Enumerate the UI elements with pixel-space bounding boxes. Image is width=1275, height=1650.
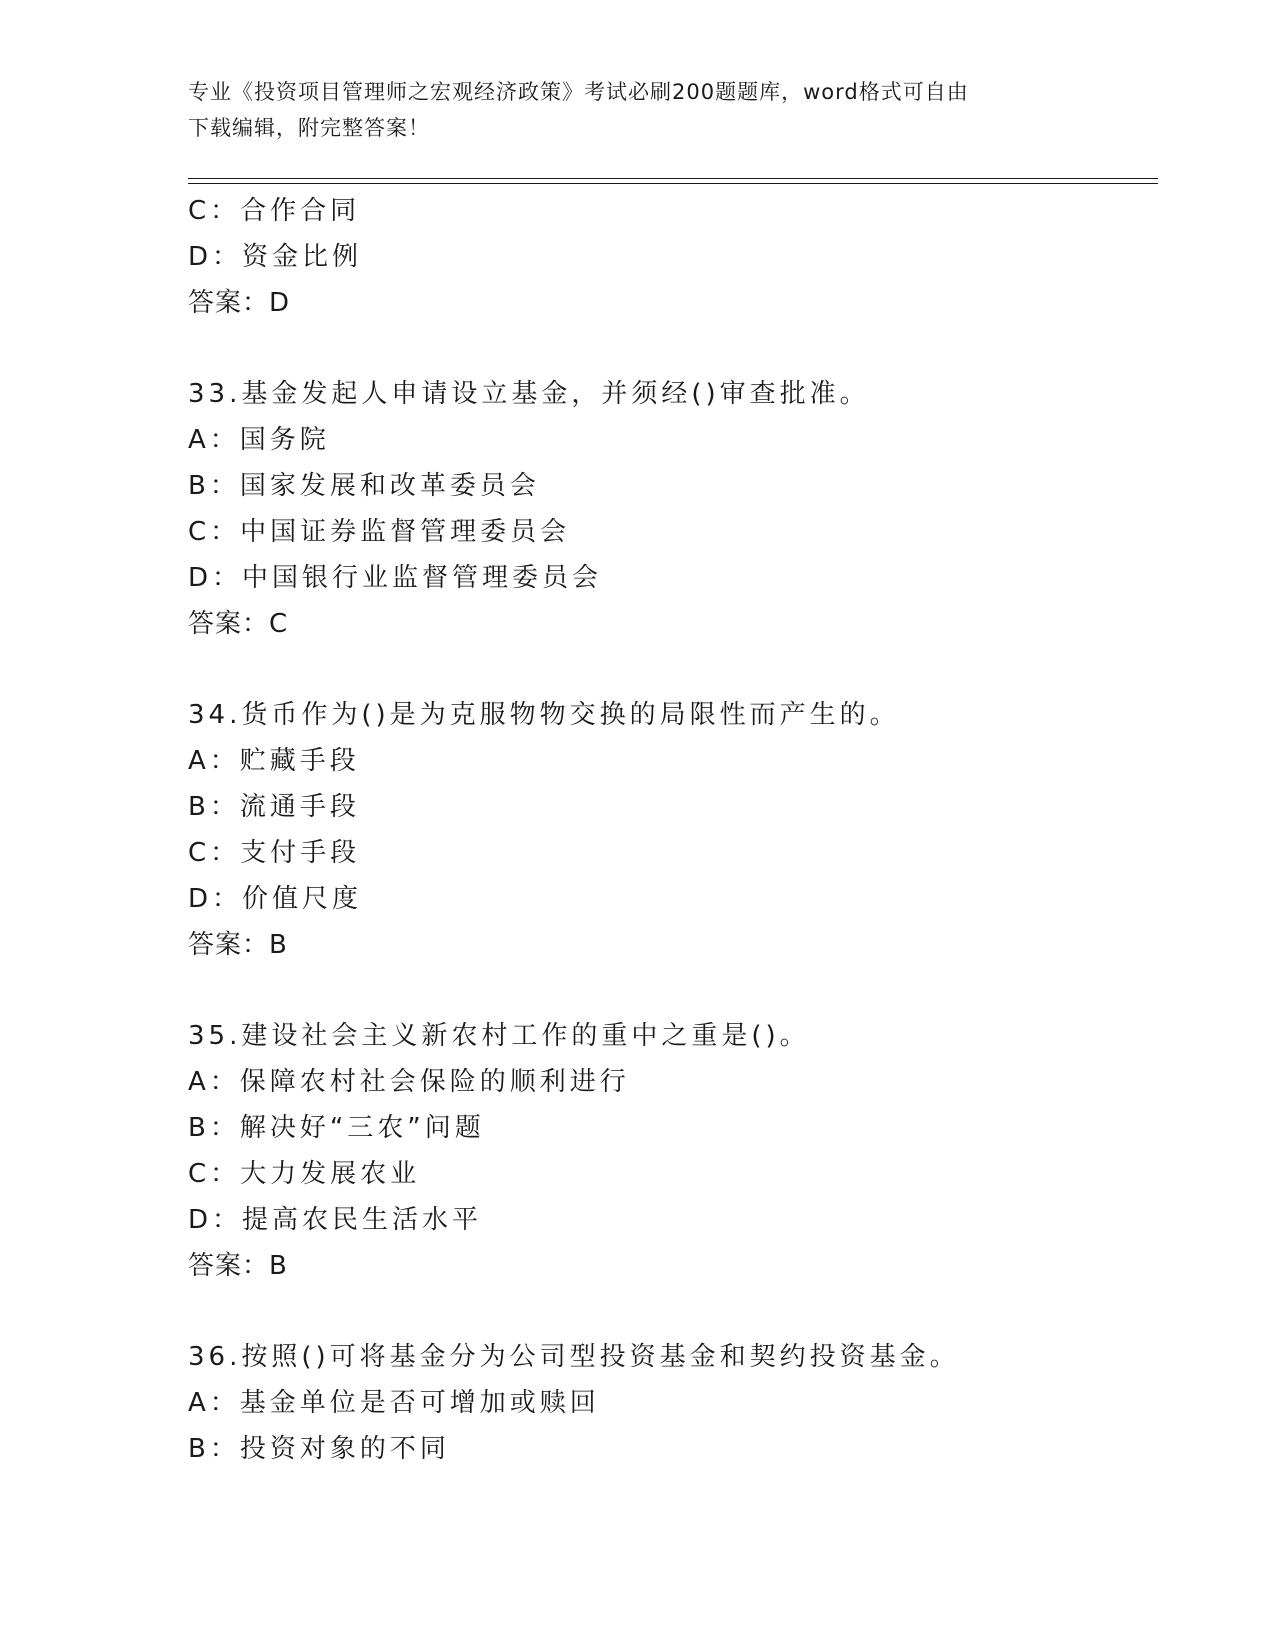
option-a: A：基金单位是否可增加或赎回 bbox=[188, 1388, 600, 1418]
answer-line: 答案：C bbox=[188, 609, 289, 639]
option-a: A：国务院 bbox=[188, 425, 330, 455]
option-d: D：提高农民生活水平 bbox=[188, 1205, 483, 1235]
option-d: D：中国银行业监督管理委员会 bbox=[188, 563, 603, 593]
header-divider-bottom bbox=[188, 183, 1158, 184]
header-line-2: 下载编辑，附完整答案！ bbox=[188, 116, 430, 140]
header-divider-top bbox=[188, 178, 1158, 179]
option-c: C：合作合同 bbox=[188, 196, 361, 226]
answer-line: 答案：B bbox=[188, 930, 288, 960]
option-b: B：投资对象的不同 bbox=[188, 1434, 450, 1464]
question-list bbox=[188, 188, 1188, 1472]
answer-line: 答案：D bbox=[188, 288, 291, 318]
question-block-36 bbox=[188, 1334, 1188, 1472]
option-d: D：价值尺度 bbox=[188, 884, 363, 914]
header-line-1: 专业《投资项目管理师之宏观经济政策》考试必刷200题题库，word格式可自由 bbox=[188, 80, 969, 104]
option-a: A：贮藏手段 bbox=[188, 746, 360, 776]
question-stem: 36.按照()可将基金分为公司型投资基金和契约投资基金。 bbox=[188, 1342, 960, 1372]
question-stem: 34.货币作为()是为克服物物交换的局限性而产生的。 bbox=[188, 700, 900, 730]
option-c: C：支付手段 bbox=[188, 838, 361, 868]
option-b: B：流通手段 bbox=[188, 792, 360, 822]
question-stem: 35.建设社会主义新农村工作的重中之重是()。 bbox=[188, 1021, 810, 1051]
option-b: B：国家发展和改革委员会 bbox=[188, 471, 540, 501]
question-block-34 bbox=[188, 692, 1188, 968]
option-c: C：大力发展农业 bbox=[188, 1159, 421, 1189]
question-block-35 bbox=[188, 1013, 1188, 1289]
question-block-32 bbox=[188, 188, 1188, 326]
option-b: B：解决好“三农”问题 bbox=[188, 1113, 485, 1143]
option-c: C：中国证券监督管理委员会 bbox=[188, 517, 571, 547]
answer-line: 答案：B bbox=[188, 1251, 288, 1281]
document-header bbox=[188, 74, 1088, 146]
question-block-33 bbox=[188, 371, 1188, 647]
question-stem: 33.基金发起人申请设立基金，并须经()审查批准。 bbox=[188, 379, 870, 409]
option-d: D：资金比例 bbox=[188, 242, 363, 272]
option-a: A：保障农村社会保险的顺利进行 bbox=[188, 1067, 630, 1097]
